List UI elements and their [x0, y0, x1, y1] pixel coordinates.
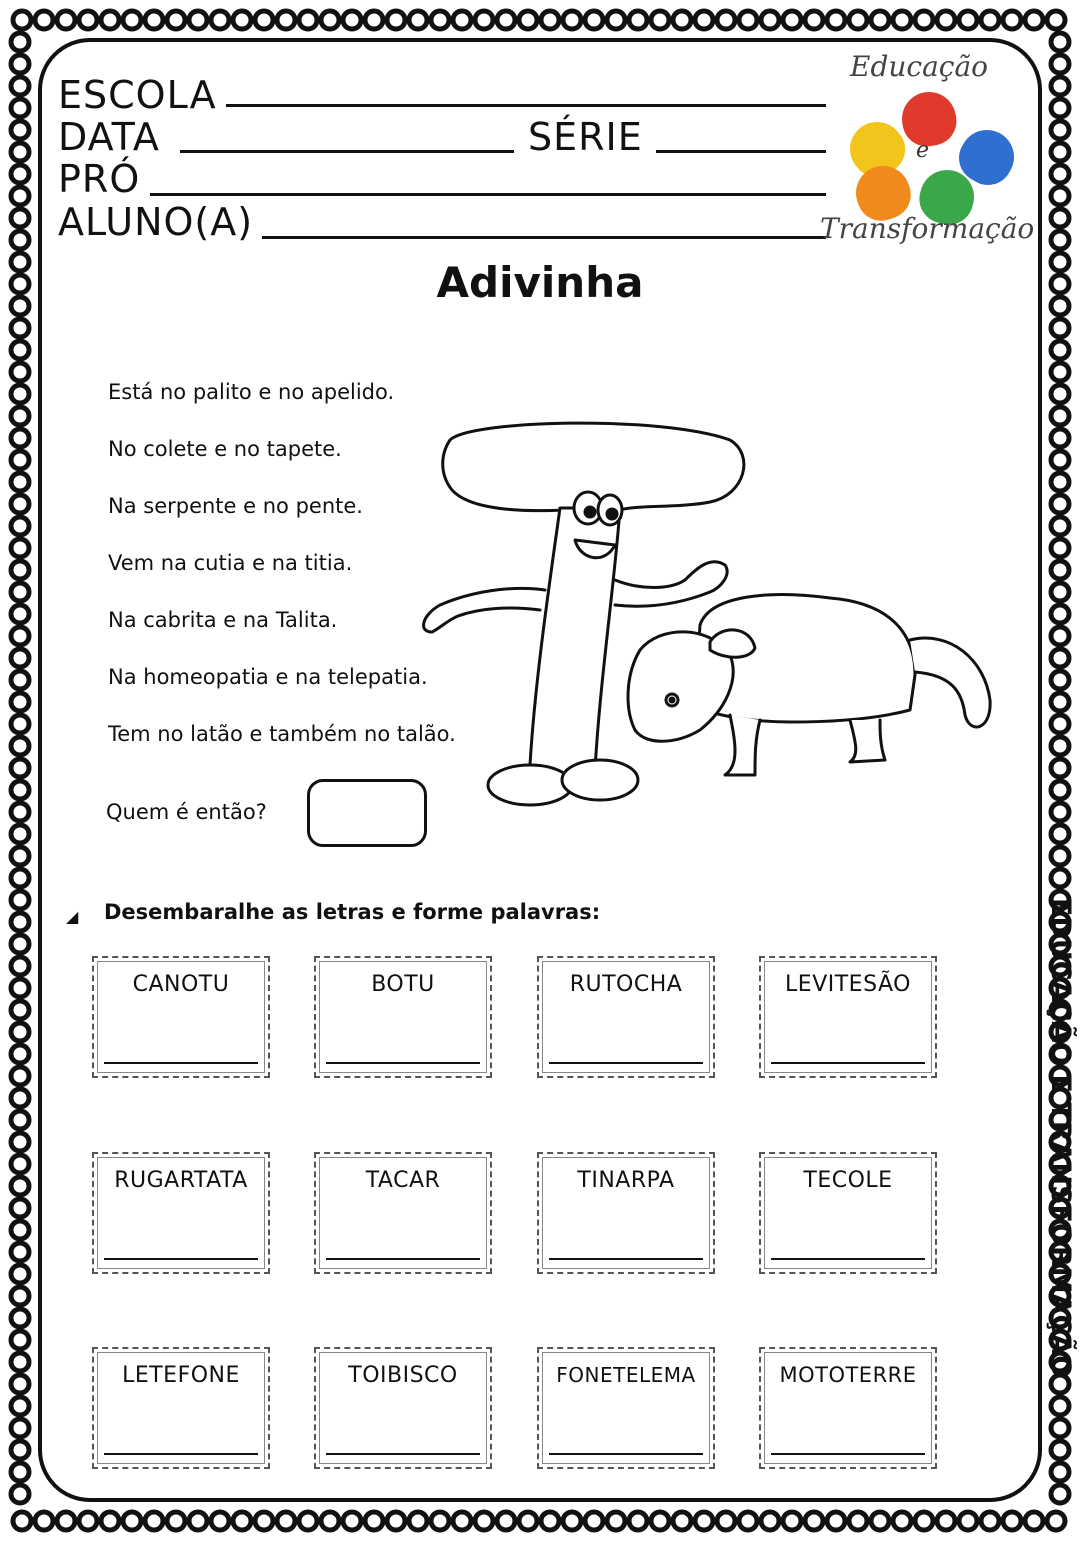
border-scallop	[1051, 693, 1069, 711]
border-scallop	[11, 231, 29, 249]
border-scallop	[11, 77, 29, 95]
border-scallop	[1047, 11, 1065, 29]
border-scallop	[79, 1512, 97, 1530]
border-scallop	[563, 1512, 581, 1530]
border-scallop	[321, 11, 339, 29]
border-scallop	[11, 847, 29, 865]
border-scallop	[805, 1512, 823, 1530]
riddle-line: No colete e no tapete.	[108, 437, 342, 461]
border-scallop	[11, 1287, 29, 1305]
border-scallop	[11, 1177, 29, 1195]
border-scallop	[1025, 11, 1043, 29]
border-scallop	[11, 385, 29, 403]
border-scallop	[937, 1512, 955, 1530]
border-scallop	[1051, 847, 1069, 865]
border-scallop	[11, 1089, 29, 1107]
border-scallop	[11, 363, 29, 381]
border-scallop	[11, 561, 29, 579]
word-card[interactable]	[92, 1152, 270, 1274]
answer-line[interactable]	[771, 1062, 925, 1064]
border-scallop	[915, 1512, 933, 1530]
side-watermark: EDUCAÇÃO E TRANSFORMAÇÃO	[1045, 898, 1076, 1379]
border-scallop	[1051, 407, 1069, 425]
border-scallop	[717, 11, 735, 29]
border-scallop	[365, 11, 383, 29]
border-scallop	[11, 781, 29, 799]
border-scallop	[959, 1512, 977, 1530]
word-card[interactable]	[759, 956, 937, 1078]
scrambled-word: RUTOCHA	[569, 972, 683, 997]
border-scallop	[233, 1512, 251, 1530]
border-scallop	[11, 1331, 29, 1349]
border-scallop	[11, 759, 29, 777]
riddle-line: Na serpente e no pente.	[108, 494, 363, 518]
armadillo-leg-front	[725, 715, 760, 775]
border-scallop	[453, 11, 471, 29]
border-scallop	[11, 1067, 29, 1085]
border-scallop	[1051, 1485, 1069, 1503]
riddle-question: Quem é então?	[106, 800, 267, 824]
word-card[interactable]	[314, 1152, 492, 1274]
pro-label: PRÓ	[58, 157, 141, 201]
border-scallop	[937, 11, 955, 29]
border-scallop	[11, 671, 29, 689]
border-scallop	[585, 1512, 603, 1530]
border-scallop	[893, 11, 911, 29]
data-field[interactable]	[180, 150, 514, 153]
border-scallop	[1051, 539, 1069, 557]
answer-line[interactable]	[549, 1258, 703, 1260]
border-scallop	[11, 605, 29, 623]
border-scallop	[629, 11, 647, 29]
scrambled-word: TOIBISCO	[348, 1363, 458, 1388]
logo-top-text: Educação	[850, 50, 989, 83]
border-scallop	[11, 539, 29, 557]
border-scallop	[11, 319, 29, 337]
border-scallop	[1051, 231, 1069, 249]
t-right-arm	[615, 562, 727, 606]
border-scallop	[11, 165, 29, 183]
border-scallop	[11, 495, 29, 513]
border-scallop	[695, 11, 713, 29]
border-scallop	[11, 55, 29, 73]
border-scallop	[1051, 649, 1069, 667]
border-scallop	[1051, 1463, 1069, 1481]
border-scallop	[915, 11, 933, 29]
border-scallop	[13, 11, 31, 29]
border-scallop	[57, 1512, 75, 1530]
word-card[interactable]	[537, 956, 715, 1078]
border-scallop	[1051, 781, 1069, 799]
border-scallop	[11, 341, 29, 359]
border-scallop	[409, 11, 427, 29]
border-scallop	[541, 1512, 559, 1530]
border-scallop	[1051, 495, 1069, 513]
answer-line[interactable]	[104, 1258, 258, 1260]
border-scallop	[123, 11, 141, 29]
border-scallop	[167, 1512, 185, 1530]
border-scallop	[475, 1512, 493, 1530]
armadillo-ear	[710, 630, 755, 657]
border-scallop	[409, 1512, 427, 1530]
border-scallop	[11, 1133, 29, 1151]
border-scallop	[1051, 209, 1069, 227]
escola-label: ESCOLA	[58, 73, 217, 117]
border-scallop	[11, 803, 29, 821]
logo-middle-text: e	[916, 138, 930, 163]
border-scallop	[11, 1265, 29, 1283]
border-scallop	[629, 1512, 647, 1530]
armadillo-tail	[910, 638, 990, 727]
border-scallop	[277, 1512, 295, 1530]
answer-line[interactable]	[104, 1453, 258, 1455]
border-scallop	[1051, 561, 1069, 579]
border-scallop	[11, 33, 29, 51]
border-scallop	[299, 1512, 317, 1530]
border-scallop	[11, 693, 29, 711]
border-scallop	[11, 1463, 29, 1481]
t-left-arm	[424, 588, 545, 632]
border-scallop	[453, 1512, 471, 1530]
border-scallop	[673, 1512, 691, 1530]
border-scallop	[101, 1512, 119, 1530]
answer-line[interactable]	[326, 1062, 480, 1064]
t-left-shoe	[488, 765, 572, 805]
border-scallop	[497, 1512, 515, 1530]
answer-line[interactable]	[771, 1258, 925, 1260]
answer-line[interactable]	[549, 1062, 703, 1064]
answer-line[interactable]	[771, 1453, 925, 1455]
border-scallop	[1051, 55, 1069, 73]
border-scallop	[651, 11, 669, 29]
border-scallop	[11, 143, 29, 161]
border-scallop	[673, 11, 691, 29]
border-scallop	[1051, 825, 1069, 843]
border-scallop	[11, 715, 29, 733]
border-scallop	[299, 11, 317, 29]
border-scallop	[11, 891, 29, 909]
border-scallop	[11, 957, 29, 975]
answer-line[interactable]	[104, 1062, 258, 1064]
riddle-line: Está no palito e no apelido.	[108, 380, 395, 404]
word-card[interactable]	[92, 1347, 270, 1469]
word-card[interactable]	[759, 1347, 937, 1469]
border-scallop	[11, 407, 29, 425]
border-scallop	[11, 1375, 29, 1393]
border-scallop	[1051, 165, 1069, 183]
border-scallop	[277, 11, 295, 29]
border-scallop	[11, 913, 29, 931]
border-scallop	[101, 11, 119, 29]
word-card[interactable]	[314, 956, 492, 1078]
border-scallop	[1051, 627, 1069, 645]
border-scallop	[11, 517, 29, 535]
border-scallop	[1051, 363, 1069, 381]
border-scallop	[11, 1397, 29, 1415]
border-scallop	[387, 1512, 405, 1530]
border-scallop	[1051, 319, 1069, 337]
border-scallop	[11, 1023, 29, 1041]
border-scallop	[211, 1512, 229, 1530]
border-scallop	[1051, 517, 1069, 535]
border-scallop	[585, 11, 603, 29]
serie-field[interactable]	[656, 150, 826, 153]
border-scallop	[739, 1512, 757, 1530]
border-scallop	[11, 649, 29, 667]
border-scallop	[11, 869, 29, 887]
answer-box[interactable]	[307, 779, 427, 847]
border-scallop	[1051, 143, 1069, 161]
border-scallop	[321, 1512, 339, 1530]
border-scallop	[1025, 1512, 1043, 1530]
scrambled-word: LEVITESÃO	[785, 972, 911, 997]
pro-field[interactable]	[150, 193, 826, 196]
riddle-line: Vem na cutia e na titia.	[108, 551, 353, 575]
border-scallop	[871, 11, 889, 29]
border-scallop	[11, 1111, 29, 1129]
border-scallop	[563, 11, 581, 29]
border-scallop	[827, 1512, 845, 1530]
border-scallop	[11, 627, 29, 645]
border-scallop	[783, 11, 801, 29]
escola-field[interactable]	[226, 104, 826, 107]
border-scallop	[849, 1512, 867, 1530]
border-scallop	[1051, 385, 1069, 403]
border-scallop	[145, 11, 163, 29]
data-label: DATA	[58, 115, 160, 159]
border-scallop	[11, 473, 29, 491]
border-scallop	[1051, 1397, 1069, 1415]
border-scallop	[1051, 77, 1069, 95]
page-title: Adivinha	[436, 258, 644, 307]
border-scallop	[695, 1512, 713, 1530]
border-scallop	[519, 1512, 537, 1530]
border-scallop	[35, 11, 53, 29]
border-scallop	[343, 1512, 361, 1530]
border-scallop	[827, 11, 845, 29]
border-scallop	[11, 979, 29, 997]
border-scallop	[11, 1199, 29, 1217]
border-scallop	[717, 1512, 735, 1530]
border-scallop	[11, 451, 29, 469]
scrambled-word: BOTU	[371, 972, 435, 997]
scrambled-word: TINARPA	[577, 1168, 675, 1193]
border-scallop	[475, 11, 493, 29]
border-scallop	[11, 429, 29, 447]
border-scallop	[11, 1419, 29, 1437]
word-card[interactable]	[759, 1152, 937, 1274]
border-scallop	[805, 11, 823, 29]
border-scallop	[11, 187, 29, 205]
border-scallop	[893, 1512, 911, 1530]
border-scallop	[981, 11, 999, 29]
border-scallop	[1003, 1512, 1021, 1530]
border-scallop	[1051, 803, 1069, 821]
border-scallop	[497, 11, 515, 29]
border-scallop	[1051, 121, 1069, 139]
word-card[interactable]	[537, 1152, 715, 1274]
scrambled-word: TECOLE	[803, 1168, 893, 1193]
border-scallop	[1051, 737, 1069, 755]
answer-line[interactable]	[326, 1453, 480, 1455]
border-scallop	[981, 1512, 999, 1530]
border-scallop	[1051, 715, 1069, 733]
border-scallop	[11, 825, 29, 843]
border-scallop	[541, 11, 559, 29]
instruction-text: Desembaralhe as letras e forme palavras:	[104, 900, 601, 924]
border-scallop	[1003, 11, 1021, 29]
border-scallop	[1051, 473, 1069, 491]
border-scallop	[189, 11, 207, 29]
border-scallop	[607, 1512, 625, 1530]
scrambled-word: RUGARTATA	[114, 1168, 248, 1193]
border-scallop	[431, 1512, 449, 1530]
border-scallop	[233, 11, 251, 29]
border-scallop	[651, 1512, 669, 1530]
serie-label: SÉRIE	[528, 115, 643, 159]
border-scallop	[1051, 451, 1069, 469]
riddle-line: Na homeopatia e na telepatia.	[108, 665, 428, 689]
border-scallop	[11, 1353, 29, 1371]
triangle-bullet-icon: ◢	[66, 907, 79, 926]
border-scallop	[1051, 429, 1069, 447]
border-scallop	[211, 11, 229, 29]
border-scallop	[11, 121, 29, 139]
border-scallop	[11, 935, 29, 953]
border-scallop	[11, 99, 29, 117]
border-scallop	[431, 11, 449, 29]
border-scallop	[1051, 33, 1069, 51]
word-card[interactable]	[314, 1347, 492, 1469]
border-scallop	[739, 11, 757, 29]
scrambled-word: TACAR	[365, 1168, 441, 1193]
border-scallop	[519, 11, 537, 29]
border-scallop	[11, 737, 29, 755]
border-scallop	[189, 1512, 207, 1530]
riddle-line: Na cabrita e na Talita.	[108, 608, 338, 632]
border-scallop	[1051, 759, 1069, 777]
border-scallop	[11, 583, 29, 601]
border-scallop	[761, 11, 779, 29]
border-scallop	[1051, 187, 1069, 205]
answer-line[interactable]	[549, 1453, 703, 1455]
border-scallop	[11, 1221, 29, 1239]
border-scallop	[11, 1309, 29, 1327]
border-scallop	[761, 1512, 779, 1530]
border-scallop	[1051, 99, 1069, 117]
educacao-transformacao-logo	[820, 50, 1045, 255]
word-card[interactable]	[537, 1347, 715, 1469]
border-scallop	[11, 1441, 29, 1459]
border-scallop	[1051, 671, 1069, 689]
border-scallop	[1051, 341, 1069, 359]
border-scallop	[167, 11, 185, 29]
border-scallop	[1051, 583, 1069, 601]
aluno-label: ALUNO(A)	[58, 200, 254, 244]
aluno-field[interactable]	[262, 236, 826, 239]
border-scallop	[1051, 1441, 1069, 1459]
border-scallop	[11, 1045, 29, 1063]
border-scallop	[365, 1512, 383, 1530]
word-card[interactable]	[92, 956, 270, 1078]
t-right-shoe	[562, 760, 638, 800]
border-scallop	[79, 11, 97, 29]
border-scallop	[255, 1512, 273, 1530]
border-scallop	[255, 11, 273, 29]
border-scallop	[343, 11, 361, 29]
answer-line[interactable]	[326, 1258, 480, 1260]
armadillo-leg-back	[850, 720, 885, 762]
border-scallop	[11, 1155, 29, 1173]
border-scallop	[871, 1512, 889, 1530]
scrambled-word: FONETELEMA	[556, 1363, 696, 1387]
border-scallop	[849, 11, 867, 29]
logo-bottom-text: Transformação	[820, 212, 1035, 245]
border-scallop	[11, 1485, 29, 1503]
border-scallop	[11, 209, 29, 227]
border-scallop	[607, 11, 625, 29]
riddle-line: Tem no latão e também no talão.	[108, 722, 456, 746]
border-scallop	[783, 1512, 801, 1530]
border-scallop	[1047, 1512, 1065, 1530]
letter-t-character-illustration	[410, 410, 1010, 830]
border-scallop	[11, 1001, 29, 1019]
border-scallop	[1051, 869, 1069, 887]
border-scallop	[11, 1243, 29, 1261]
border-scallop	[1051, 605, 1069, 623]
border-scallop	[57, 11, 75, 29]
border-scallop	[13, 1512, 31, 1530]
border-scallop	[387, 11, 405, 29]
scrambled-word: CANOTU	[132, 972, 230, 997]
scrambled-word: MOTOTERRE	[779, 1363, 917, 1387]
border-scallop	[959, 11, 977, 29]
border-scallop	[35, 1512, 53, 1530]
border-scallop	[145, 1512, 163, 1530]
border-scallop	[1051, 1419, 1069, 1437]
scrambled-word: LETEFONE	[122, 1363, 240, 1388]
border-scallop	[123, 1512, 141, 1530]
